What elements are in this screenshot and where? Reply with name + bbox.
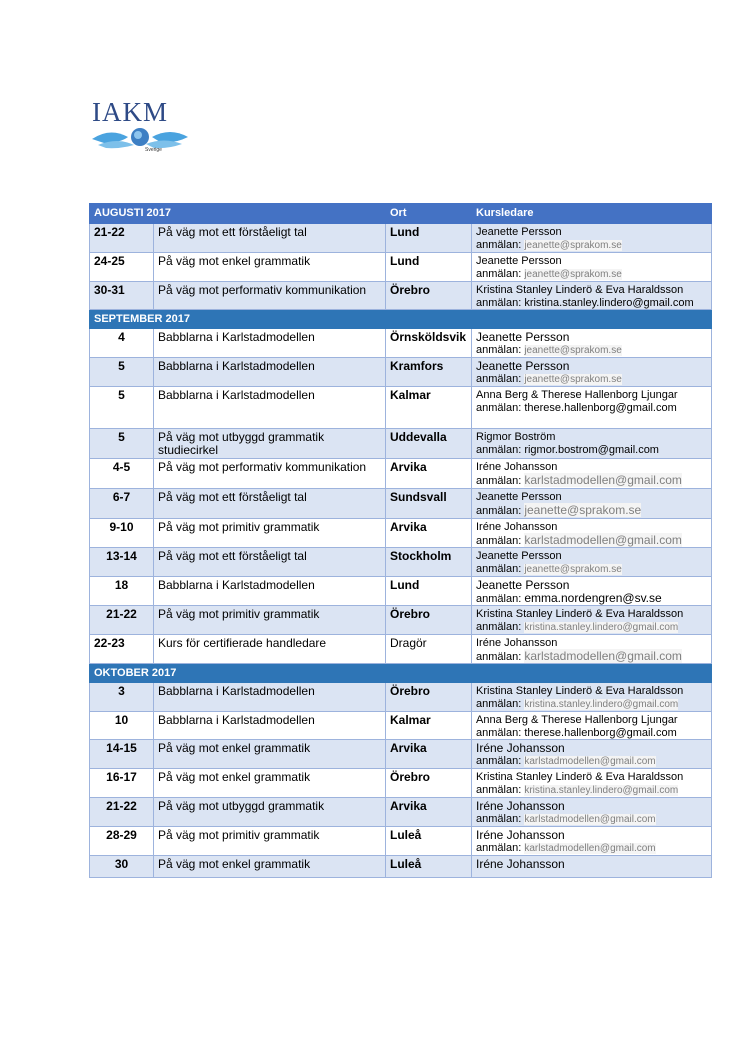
course-leader	[472, 548, 712, 577]
iakm-logo	[90, 97, 190, 159]
table-row	[90, 329, 712, 358]
course-title: På väg mot performativ kommunikation	[154, 282, 386, 310]
registration-email[interactable]: karlstadmodellen@gmail.com	[524, 813, 656, 825]
month-blank-place	[386, 664, 472, 683]
registration-line	[476, 534, 707, 548]
course-title: På väg mot enkel grammatik	[154, 769, 386, 798]
course-place: Kalmar	[386, 387, 472, 429]
month-label: SEPTEMBER 2017	[90, 310, 386, 329]
table-row	[90, 358, 712, 387]
registration-line	[476, 592, 707, 606]
course-date: 6-7	[90, 489, 154, 519]
course-date: 30-31	[90, 282, 154, 310]
course-date: 30	[90, 856, 154, 878]
registration-label: anmälan:	[476, 343, 522, 356]
registration-line	[476, 268, 707, 282]
registration-line	[476, 297, 707, 310]
course-leader	[472, 856, 712, 878]
registration-label: anmälan:	[476, 534, 522, 547]
table-row	[90, 683, 712, 712]
table-row	[90, 519, 712, 548]
month-blank-place	[386, 310, 472, 329]
registration-label: anmälan:	[476, 504, 522, 517]
course-title: Kurs för certifierade handledare	[154, 635, 386, 664]
registration-label: anmälan:	[476, 812, 522, 825]
registration-label: anmälan:	[476, 754, 522, 767]
registration-line	[476, 344, 707, 358]
month-header-september	[90, 310, 712, 329]
course-date: 5	[90, 387, 154, 429]
registration-email[interactable]: karlstadmodellen@gmail.com	[524, 755, 656, 767]
course-leader	[472, 253, 712, 282]
course-title: Babblarna i Karlstadmodellen	[154, 387, 386, 429]
month-blank-leader	[472, 310, 712, 329]
course-date: 5	[90, 429, 154, 459]
course-date: 18	[90, 577, 154, 606]
course-leader	[472, 387, 712, 429]
registration-label: anmälan:	[476, 783, 522, 796]
table-row	[90, 606, 712, 635]
course-title: På väg mot primitiv grammatik	[154, 519, 386, 548]
course-place: Lund	[386, 253, 472, 282]
course-place: Lund	[386, 224, 472, 253]
registration-email[interactable]: jeanette@sprakom.se	[524, 563, 622, 575]
table-row	[90, 798, 712, 827]
course-leader	[472, 224, 712, 253]
course-leader	[472, 635, 712, 664]
registration-label: anmälan:	[476, 443, 522, 456]
course-place: Örnsköldsvik	[386, 329, 472, 358]
course-title: På väg mot ett förståeligt tal	[154, 548, 386, 577]
course-leader-name: Jeanette Persson	[476, 550, 562, 562]
registration-email[interactable]: karlstadmodellen@gmail.com	[524, 532, 682, 547]
registration-label: anmälan:	[476, 401, 522, 414]
course-title: Babblarna i Karlstadmodellen	[154, 712, 386, 740]
course-place: Örebro	[386, 683, 472, 712]
registration-label: anmälan:	[476, 650, 522, 663]
course-leader-name: Anna Berg & Therese Hallenborg Ljungar	[476, 389, 678, 401]
registration-label: anmälan:	[476, 592, 522, 605]
course-leader	[472, 519, 712, 548]
course-leader-name: Iréne Johansson	[476, 857, 565, 871]
registration-label: anmälan:	[476, 238, 522, 251]
registration-line	[476, 373, 707, 387]
course-place: Örebro	[386, 606, 472, 635]
course-place: Örebro	[386, 769, 472, 798]
course-leader-name: Anna Berg & Therese Hallenborg Ljungar	[476, 714, 678, 726]
course-title: På väg mot ett förståeligt tal	[154, 224, 386, 253]
course-title: På väg mot primitiv grammatik	[154, 827, 386, 856]
table-row	[90, 856, 712, 878]
course-leader-name: Iréne Johansson	[476, 828, 565, 842]
course-place: Luleå	[386, 827, 472, 856]
course-place: Stockholm	[386, 548, 472, 577]
table-row	[90, 548, 712, 577]
course-title: Babblarna i Karlstadmodellen	[154, 358, 386, 387]
course-title: På väg mot utbyggd grammatik	[154, 798, 386, 827]
registration-email[interactable]: kristina.stanley.lindero@gmail.com	[524, 621, 679, 633]
course-place: Luleå	[386, 856, 472, 878]
course-title: På väg mot enkel grammatik	[154, 856, 386, 878]
logo-subtitle: Sverige	[145, 147, 162, 153]
course-leader-name: Jeanette Persson	[476, 255, 562, 267]
registration-line	[476, 402, 707, 415]
course-date: 21-22	[90, 798, 154, 827]
table-row	[90, 459, 712, 489]
table-row	[90, 253, 712, 282]
header-period: AUGUSTI 2017	[90, 203, 386, 224]
course-leader-name: Iréne Johansson	[476, 799, 565, 813]
course-leader	[472, 489, 712, 519]
course-leader-name: Kristina Stanley Linderö & Eva Haraldsson	[476, 608, 684, 620]
registration-label: anmälan:	[476, 620, 522, 633]
table-row	[90, 489, 712, 519]
table-row	[90, 429, 712, 459]
course-leader-name: Rigmor Boström	[476, 431, 556, 443]
course-date: 10	[90, 712, 154, 740]
course-leader	[472, 827, 712, 856]
registration-email[interactable]: jeanette@sprakom.se	[524, 268, 622, 280]
logo-text: IAKM	[92, 97, 168, 127]
registration-email[interactable]: rigmor.bostrom@gmail.com	[524, 443, 659, 456]
course-leader-name: Jeanette Persson	[476, 578, 570, 592]
course-leader	[472, 769, 712, 798]
course-schedule-table	[89, 203, 712, 878]
registration-line	[476, 474, 707, 488]
course-leader-name: Kristina Stanley Linderö & Eva Haraldsson	[476, 685, 684, 697]
table-row	[90, 740, 712, 769]
course-leader-name: Iréne Johansson	[476, 741, 565, 755]
registration-email[interactable]: karlstadmodellen@gmail.com	[524, 648, 682, 663]
table-row	[90, 387, 712, 429]
course-leader-name: Iréne Johansson	[476, 461, 558, 473]
course-date: 3	[90, 683, 154, 712]
course-leader-name: Jeanette Persson	[476, 330, 570, 344]
course-title: På väg mot utbyggd grammatik studiecirkel	[154, 429, 386, 459]
course-date: 16-17	[90, 769, 154, 798]
course-title: På väg mot enkel grammatik	[154, 740, 386, 769]
course-date: 4	[90, 329, 154, 358]
course-title: Babblarna i Karlstadmodellen	[154, 683, 386, 712]
table-row	[90, 712, 712, 740]
registration-label: anmälan:	[476, 697, 522, 710]
registration-line	[476, 842, 707, 856]
course-leader	[472, 712, 712, 740]
course-leader-name: Jeanette Persson	[476, 226, 562, 238]
course-leader	[472, 358, 712, 387]
registration-email[interactable]: therese.hallenborg@gmail.com	[524, 401, 677, 414]
course-date: 21-22	[90, 224, 154, 253]
header-leader: Kursledare	[472, 203, 712, 224]
table-row	[90, 769, 712, 798]
registration-label: anmälan:	[476, 372, 522, 385]
course-place: Kramfors	[386, 358, 472, 387]
course-title: På väg mot performativ kommunikation	[154, 459, 386, 489]
month-blank-leader	[472, 664, 712, 683]
course-title: Babblarna i Karlstadmodellen	[154, 577, 386, 606]
header-place: Ort	[386, 203, 472, 224]
course-leader	[472, 683, 712, 712]
registration-line	[476, 504, 707, 518]
course-date: 24-25	[90, 253, 154, 282]
course-place: Örebro	[386, 282, 472, 310]
registration-label: anmälan:	[476, 841, 522, 854]
registration-line	[476, 444, 707, 457]
course-place: Sundsvall	[386, 489, 472, 519]
course-leader	[472, 329, 712, 358]
course-leader	[472, 798, 712, 827]
course-leader-name: Jeanette Persson	[476, 359, 570, 373]
table-row	[90, 635, 712, 664]
registration-line	[476, 727, 707, 740]
course-leader-name: Iréne Johansson	[476, 637, 558, 649]
course-place: Uddevalla	[386, 429, 472, 459]
course-leader-name: Jeanette Persson	[476, 491, 562, 503]
month-header-october	[90, 664, 712, 683]
table-header	[90, 203, 712, 224]
registration-label: anmälan:	[476, 726, 522, 739]
registration-label: anmälan:	[476, 562, 522, 575]
registration-email[interactable]: karlstadmodellen@gmail.com	[524, 472, 682, 487]
registration-line	[476, 698, 707, 712]
course-place: Dragör	[386, 635, 472, 664]
course-date: 4-5	[90, 459, 154, 489]
table-row	[90, 224, 712, 253]
registration-line	[476, 239, 707, 253]
course-title: Babblarna i Karlstadmodellen	[154, 329, 386, 358]
registration-email[interactable]: kristina.stanley.lindero@gmail.com	[524, 784, 679, 796]
table-row	[90, 577, 712, 606]
course-place: Arvika	[386, 519, 472, 548]
registration-email[interactable]: jeanette@sprakom.se	[524, 239, 622, 251]
course-title: På väg mot ett förståeligt tal	[154, 489, 386, 519]
registration-line	[476, 813, 707, 827]
registration-email[interactable]: kristina.stanley.lindero@gmail.com	[524, 698, 679, 710]
course-leader	[472, 606, 712, 635]
course-date: 22-23	[90, 635, 154, 664]
course-place: Arvika	[386, 798, 472, 827]
course-leader	[472, 740, 712, 769]
course-date: 21-22	[90, 606, 154, 635]
registration-line	[476, 755, 707, 769]
course-leader-name: Kristina Stanley Linderö & Eva Haraldsson	[476, 284, 684, 296]
course-leader-name: Kristina Stanley Linderö & Eva Haraldsson	[476, 771, 684, 783]
course-title: På väg mot primitiv grammatik	[154, 606, 386, 635]
course-place: Kalmar	[386, 712, 472, 740]
registration-line	[476, 563, 707, 577]
table-row	[90, 282, 712, 310]
registration-email[interactable]: karlstadmodellen@gmail.com	[524, 842, 656, 854]
course-place: Arvika	[386, 740, 472, 769]
registration-label: anmälan:	[476, 474, 522, 487]
course-leader	[472, 459, 712, 489]
registration-label: anmälan:	[476, 296, 522, 309]
course-date: 9-10	[90, 519, 154, 548]
registration-email[interactable]: kristina.stanley.lindero@gmail.com	[524, 296, 694, 309]
registration-email[interactable]: therese.hallenborg@gmail.com	[524, 726, 677, 739]
course-date: 14-15	[90, 740, 154, 769]
course-date: 13-14	[90, 548, 154, 577]
course-leader	[472, 282, 712, 310]
registration-email[interactable]: jeanette@sprakom.se	[524, 344, 622, 356]
course-place: Arvika	[386, 459, 472, 489]
registration-label: anmälan:	[476, 267, 522, 280]
course-leader-name: Iréne Johansson	[476, 521, 558, 533]
table-row	[90, 827, 712, 856]
course-leader	[472, 577, 712, 606]
registration-email[interactable]: jeanette@sprakom.se	[524, 502, 642, 517]
course-date: 5	[90, 358, 154, 387]
course-leader	[472, 429, 712, 459]
registration-email[interactable]: jeanette@sprakom.se	[524, 373, 622, 385]
month-label: OKTOBER 2017	[90, 664, 386, 683]
course-place: Lund	[386, 577, 472, 606]
course-date: 28-29	[90, 827, 154, 856]
registration-line	[476, 784, 707, 798]
registration-line	[476, 621, 707, 635]
registration-email[interactable]: emma.nordengren@sv.se	[524, 590, 662, 605]
course-title: På väg mot enkel grammatik	[154, 253, 386, 282]
registration-line	[476, 650, 707, 664]
